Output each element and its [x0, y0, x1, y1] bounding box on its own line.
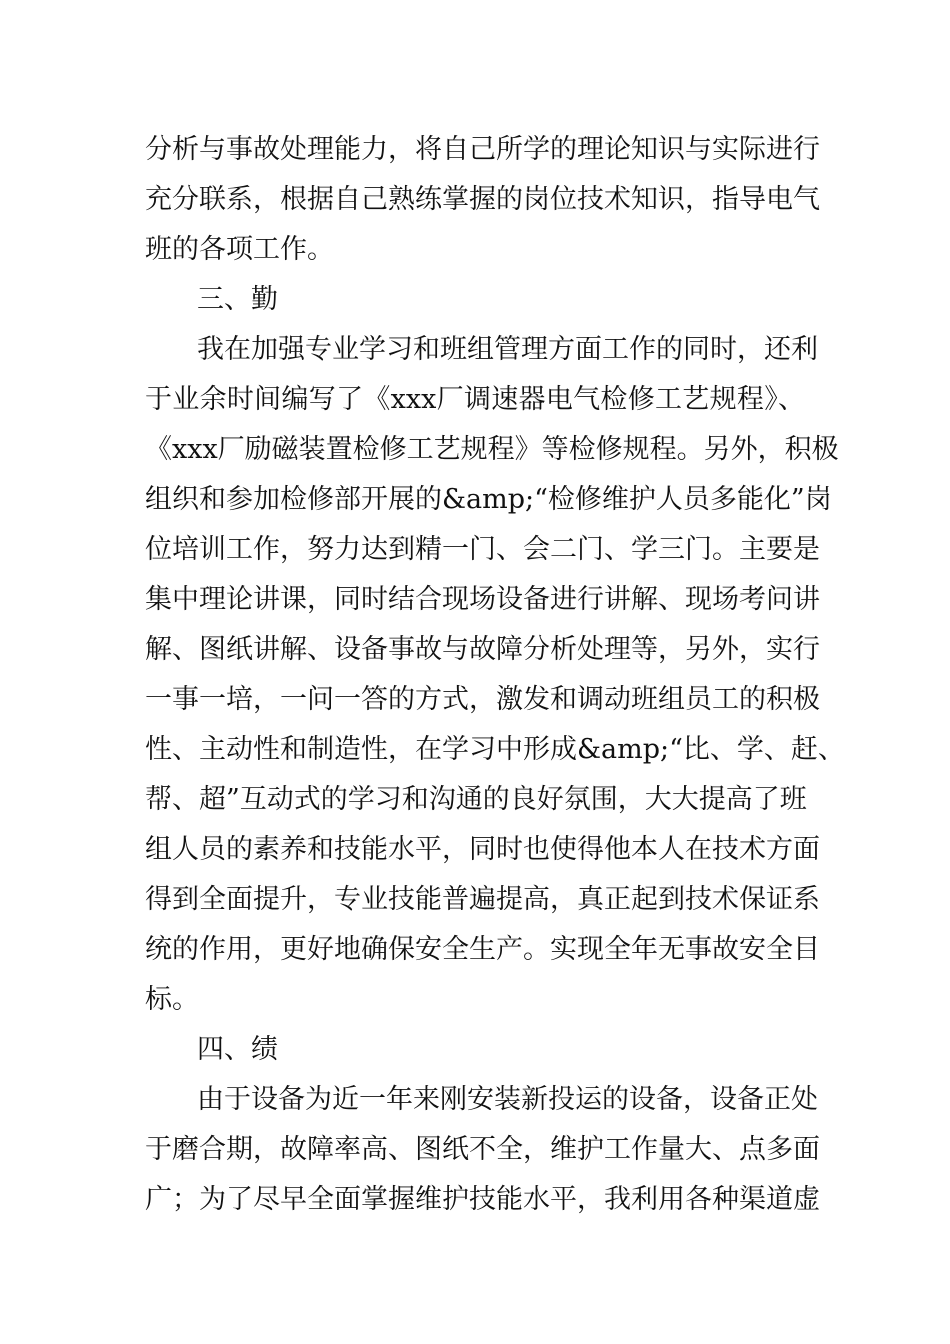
text-line [0, 475, 950, 525]
text-line [0, 825, 950, 875]
text-line [0, 775, 950, 825]
text-line [0, 1125, 950, 1175]
text-line [0, 125, 950, 175]
text-line [0, 1075, 950, 1125]
text-line [0, 175, 950, 225]
paragraph-text: 于业余时间编写了《xxx厂调速器电气检修工艺规程》、 [145, 384, 805, 415]
paragraph-text: 班的各项工作。 [145, 234, 334, 265]
paragraph-text: 性、主动性和制造性，在学习中形成&amp;“比、学、赶、 [145, 734, 845, 765]
text-line [0, 675, 950, 725]
text-line [0, 525, 950, 575]
paragraph-text: 我在加强专业学习和班组管理方面工作的同时，还利 [197, 334, 818, 365]
paragraph-text: 分析与事故处理能力，将自己所学的理论知识与实际进行 [145, 134, 820, 165]
text-line [0, 1175, 950, 1225]
text-line [0, 975, 950, 1025]
text-line [0, 425, 950, 475]
paragraph-text: 位培训工作，努力达到精一门、会二门、学三门。主要是 [145, 534, 820, 565]
text-line [0, 625, 950, 675]
text-line [0, 925, 950, 975]
text-line [0, 725, 950, 775]
section-heading: 三、勤 [197, 284, 278, 315]
paragraph-text: 组织和参加检修部开展的&amp;“检修维护人员多能化”岗 [145, 484, 832, 515]
text-line [0, 225, 950, 275]
paragraph-text: 一事一培，一问一答的方式，激发和调动班组员工的积极 [145, 684, 820, 715]
paragraph-text: 充分联系，根据自己熟练掌握的岗位技术知识，指导电气 [145, 184, 820, 215]
text-line [0, 375, 950, 425]
paragraph-text: 标。 [145, 984, 199, 1015]
text-line [0, 575, 950, 625]
paragraph-text: 解、图纸讲解、设备事故与故障分析处理等，另外，实行 [145, 634, 820, 665]
section-heading: 四、绩 [197, 1034, 278, 1065]
paragraph-text: 统的作用，更好地确保安全生产。实现全年无事故安全目 [145, 934, 820, 965]
text-line [0, 325, 950, 375]
text-line [0, 1025, 950, 1075]
paragraph-text: 组人员的素养和技能水平，同时也使得他本人在技术方面 [145, 834, 820, 865]
paragraph-text: 由于设备为近一年来刚安装新投运的设备，设备正处 [197, 1084, 818, 1115]
paragraph-text: 于磨合期，故障率高、图纸不全，维护工作量大、点多面 [145, 1134, 820, 1165]
paragraph-text: 《xxx厂励磁装置检修工艺规程》等检修规程。另外，积极 [145, 434, 839, 465]
paragraph-text: 集中理论讲课，同时结合现场设备进行讲解、现场考问讲 [145, 584, 820, 615]
paragraph-text: 帮、超”互动式的学习和沟通的良好氛围，大大提高了班 [145, 784, 807, 815]
paragraph-text: 得到全面提升，专业技能普遍提高，真正起到技术保证系 [145, 884, 820, 915]
paragraph-text: 广；为了尽早全面掌握维护技能水平，我利用各种渠道虚 [145, 1184, 820, 1215]
text-line [0, 875, 950, 925]
text-line [0, 275, 950, 325]
